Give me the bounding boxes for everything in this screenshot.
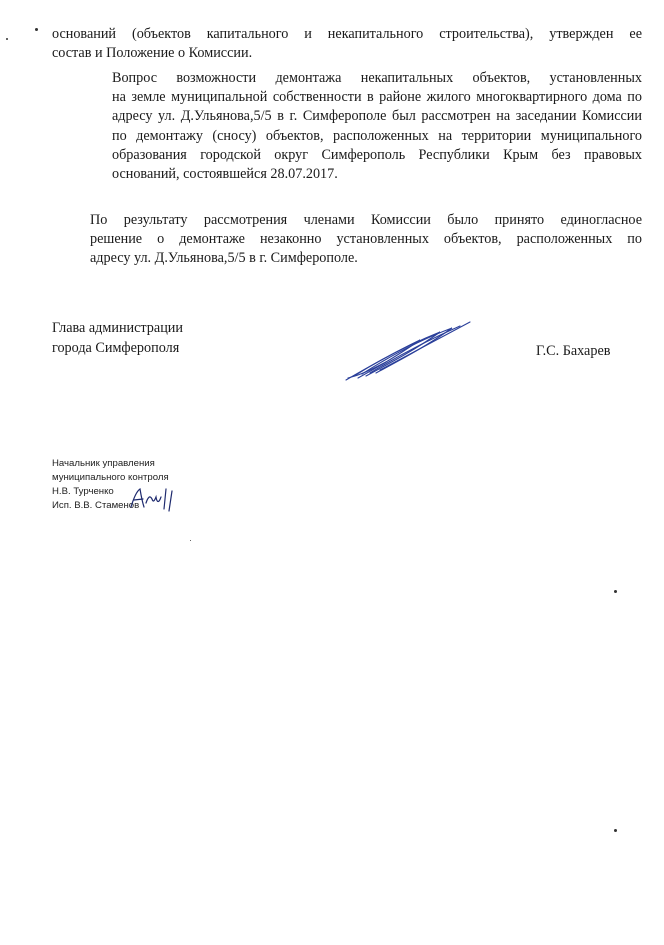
footer-line: муниципального контроля [52, 472, 169, 483]
text-line: По результату рассмотрения членами Комиссии было принято единогласное [90, 212, 642, 228]
signatory-position [52, 319, 183, 358]
scan-speck [6, 38, 8, 40]
handwritten-initials [128, 485, 180, 513]
text-line: оснований (объектов капитального и некапитального строительства), утвержден ее [52, 26, 642, 42]
scan-speck [190, 540, 191, 541]
paragraph-dismantling-question [52, 69, 642, 184]
footer-line: Исп. В.В. Стаменов [52, 500, 140, 511]
scan-speck [35, 28, 38, 31]
signatory-position-line: Глава администрации [52, 320, 183, 336]
footer-line: Н.В. Турченко [52, 486, 114, 497]
signatory-position-line: города Симферополя [52, 339, 180, 356]
handwritten-signature [340, 318, 475, 386]
text-line: адресу ул. Д.Ульянова,5/5 в г. Симферополе. [90, 250, 358, 267]
text-line: оснований, состоявшейся 28.07.2017. [112, 166, 338, 183]
text-line: образования городской округ Симферополь Республики Крым без правовых [112, 146, 642, 163]
signatory-name: Г.С. Бахарев [536, 343, 611, 359]
paragraph-commission-composition [52, 25, 642, 63]
text-line: решение о демонтаже незаконно установленных объектов, расположенных по [90, 231, 642, 248]
footer-line: Начальник управления [52, 458, 155, 469]
text-line: адресу ул. Д.Ульянова,5/5 в г. Симферополе был рассмотрен на заседании Комиссии [112, 108, 642, 125]
text-line: состав и Положение о Комиссии. [52, 45, 253, 62]
text-line: на земле муниципальной собственности в районе жилого многоквартирного дома по [112, 89, 642, 106]
text-line: Вопрос возможности демонтажа некапитальных объектов, установленных [112, 70, 642, 86]
text-line: по демонтажу (сносу) объектов, расположенных на территории муниципального [112, 127, 642, 144]
scan-speck [614, 590, 617, 593]
scan-speck [614, 829, 617, 832]
paragraph-commission-decision [52, 211, 642, 269]
